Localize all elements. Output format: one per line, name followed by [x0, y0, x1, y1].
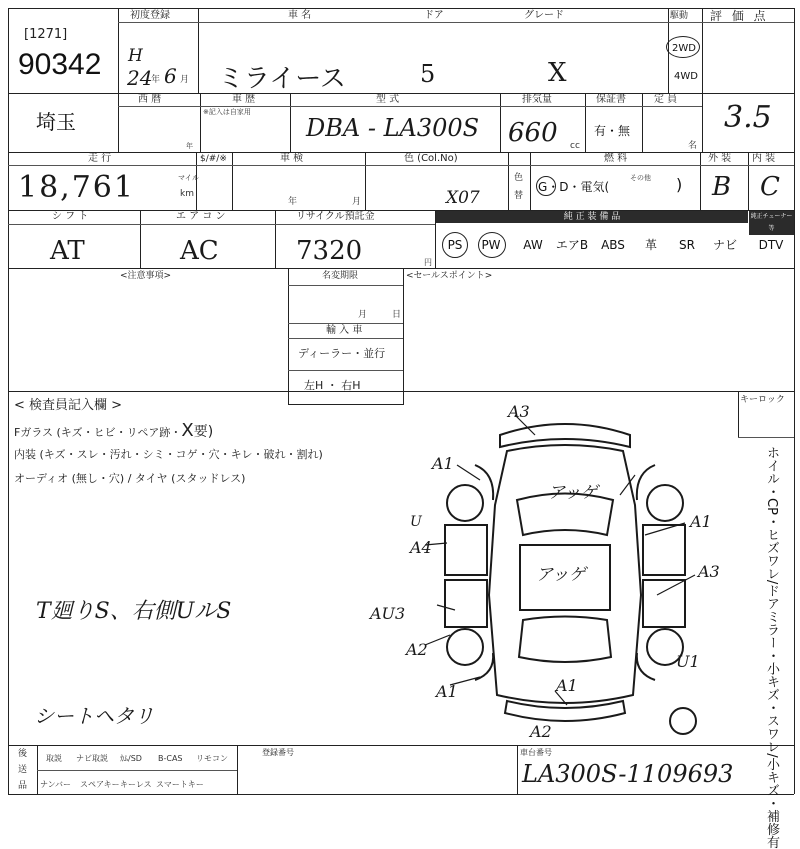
dmg-front-left: A1: [432, 454, 454, 473]
label-color-swap-2: 替: [514, 191, 524, 201]
inspector-line-1: [14, 420, 214, 441]
label-drive: 駆動: [670, 11, 689, 21]
bottom-plate: ナンバー: [40, 780, 72, 789]
label-history: 車 歴: [232, 94, 256, 105]
bottom-bcas: B-CAS: [158, 754, 183, 763]
fglass-mark: X: [181, 420, 194, 441]
door-rear-left: [445, 580, 487, 627]
equip-navi: ナビ: [712, 238, 737, 252]
circle-ps: [442, 232, 468, 258]
hw-remark-1: T廻りS、右側UルS: [36, 599, 232, 624]
hw-displacement: 660: [508, 118, 558, 148]
label-km: km: [180, 189, 194, 199]
bottom-keyless: キーレス: [120, 780, 152, 789]
equip-pw: PW: [481, 238, 501, 252]
label-notes: <注意事項>: [120, 271, 172, 281]
label-model: 型 式: [376, 94, 400, 105]
bottom-label-2: 送: [18, 765, 28, 775]
label-capacity: 定 員: [654, 94, 678, 105]
circle-fuel-gas: [536, 176, 556, 196]
fuel-options: G・D・電気(: [538, 180, 610, 194]
lot-number: 90342: [18, 48, 102, 81]
label-color: 色 (Col.No): [404, 153, 458, 164]
circle-2wd: [666, 36, 700, 58]
label-doors: ドア: [424, 10, 444, 21]
dmg-right-front-door: A1: [690, 512, 712, 531]
hw-year: 24: [127, 66, 153, 90]
inspector-line-3: オーディオ (無し・穴) / タイヤ (スタッドレス): [14, 472, 246, 485]
equip-leather: 革: [644, 238, 657, 252]
label-import-car: 輸 入 車: [326, 325, 363, 336]
inspector-line-2: 内装 (キズ・スレ・汚れ・シミ・コゲ・穴・キレ・破れ・割れ): [14, 448, 323, 461]
label-cc: cc: [570, 141, 580, 151]
bottom-manual: 取説: [46, 754, 62, 763]
dmg-rear-panel: A2: [530, 722, 552, 741]
dmg-front-bumper: A3: [508, 402, 530, 421]
label-other: その他: [630, 174, 651, 182]
fglass-suffix: 要): [193, 424, 214, 440]
option-4wd: 4WD: [674, 71, 698, 82]
label-equipment: 純 正 装 備 品: [436, 211, 748, 223]
hw-car-name: ミライース: [218, 64, 346, 94]
label-shift: シ フ ト: [52, 211, 89, 222]
fender-fl: [475, 465, 493, 500]
front-bumper: [500, 424, 630, 447]
label-interior: 内 装: [752, 153, 776, 164]
label-fuel: 燃 料: [604, 153, 628, 164]
label-nc-month: 月: [358, 310, 368, 320]
hw-remark-2: シートヘタリ: [34, 704, 154, 728]
wheel-fl: [447, 485, 483, 521]
hw-score: 3.5: [724, 100, 772, 135]
door-front-right: [643, 525, 685, 575]
door-front-left: [445, 525, 487, 575]
dmg-rear-right: U1: [676, 652, 700, 671]
dmg-left-mirror: U: [410, 514, 422, 530]
dmg-right-rear: A3: [698, 562, 720, 581]
label-aircon: エ ア コ ン: [176, 211, 226, 222]
hw-grade: X: [548, 58, 567, 88]
label-meter-swap: $/#/※: [200, 154, 227, 164]
label-keylock: キーロック: [740, 395, 785, 405]
hw-aircon: AC: [180, 236, 219, 266]
wheel-fr: [647, 485, 683, 521]
hw-recycle-fee: 7320: [296, 236, 363, 266]
prefecture: 埼玉: [36, 110, 76, 134]
label-exterior: 外 装: [708, 153, 732, 164]
equip-ps: PS: [447, 238, 463, 252]
label-ins-year: 年: [288, 197, 298, 207]
label-mile: マイル: [178, 174, 199, 182]
label-chassis-number: 車台番号: [520, 748, 552, 757]
label-yen: 円: [424, 258, 432, 267]
label-first-registration: 初度登録: [130, 10, 170, 21]
hw-airbag-1: アッゲ: [548, 483, 598, 503]
bottom-label-1: 後: [18, 749, 28, 759]
bottom-smart-key: スマートキー: [156, 780, 204, 789]
equip-aw: AW: [523, 238, 543, 252]
label-people: 名: [688, 141, 698, 151]
equip-abs: ABS: [601, 238, 625, 252]
hw-interior-grade: C: [760, 172, 780, 202]
label-name-change: 名変期限: [322, 271, 359, 281]
label-grade: グレード: [524, 10, 564, 21]
dmg-left-rear-door: AU3: [370, 604, 406, 623]
door-rear-right: [643, 580, 685, 627]
label-year-2: 年: [186, 142, 193, 150]
hw-exterior-grade: B: [712, 172, 732, 202]
bottom-sd: ｶﾑ/SD: [120, 754, 142, 763]
option-2wd: 2WD: [672, 43, 696, 54]
fuel-close: ): [676, 175, 683, 194]
label-steering: 左H ・ 右H: [304, 379, 361, 392]
label-displacement: 排気量: [522, 94, 552, 105]
side-note: ホイル・CP・ヒズワレ/ドアミラー・小キズ・スワレ/小キズ・補修有: [764, 446, 779, 849]
label-warranty: 保証書: [596, 94, 626, 105]
label-ins-month: 月: [352, 197, 362, 207]
label-western-year: 西 暦: [138, 94, 162, 105]
label-inspector: < 検査員記入欄 >: [14, 398, 123, 413]
label-inspection: 車 検: [280, 153, 304, 164]
hw-model: DBA - LA300S: [306, 114, 480, 142]
bottom-remote: リモコン: [196, 754, 228, 763]
label-month: 月: [180, 75, 190, 85]
rear-window: [519, 617, 611, 663]
dmg-left-front-door: A4: [410, 538, 432, 557]
label-car-name: 車 名: [288, 10, 312, 21]
bottom-spare-key: スペアキー: [80, 780, 120, 789]
label-reg-number: 登録番号: [262, 748, 294, 757]
label-color-swap-1: 色: [514, 173, 524, 183]
label-dealer: ディーラー・並行: [298, 347, 386, 360]
dmg-rear-bumper: A1: [556, 676, 578, 695]
hw-era: H: [128, 46, 143, 66]
lot-bracket: [1271]: [24, 27, 68, 42]
hw-month: 6: [164, 64, 177, 88]
dmg-rear-left: A1: [436, 682, 458, 701]
equip-sr: SR: [679, 238, 695, 252]
hw-shift: AT: [50, 236, 85, 266]
label-evaluation: 評 価 点: [710, 9, 769, 23]
label-mileage: 走 行: [88, 153, 112, 164]
equip-dtv: DTV: [758, 238, 784, 252]
dmg-left-sill: A2: [406, 640, 428, 659]
spare-tire: [670, 708, 696, 734]
warranty-yes-no: 有・無: [594, 124, 631, 138]
label-history-note: ※記入は自家用: [203, 108, 251, 116]
label-sales-point: <セールスポイント>: [406, 271, 493, 281]
hw-airbag-2: アッゲ: [536, 565, 586, 585]
hw-mileage: 18,761: [18, 170, 135, 205]
fglass-prefix: Fガラス (キズ・ヒビ・リペア跡・: [14, 426, 182, 439]
wheel-rl: [447, 629, 483, 665]
label-tuner: 純正チューナー等: [749, 211, 794, 235]
hw-chassis: LA300S-1109693: [522, 760, 734, 788]
circle-pw: [478, 232, 506, 258]
hw-color-no: X07: [446, 188, 480, 208]
bottom-label-3: 品: [18, 781, 28, 791]
label-nc-day: 日: [392, 310, 402, 320]
label-year: 年: [151, 75, 161, 85]
hw-doors: 5: [420, 60, 436, 88]
label-recycle: リサイクル預託金: [296, 211, 375, 222]
equip-airbag: エアB: [555, 238, 589, 252]
bottom-navi-manual: ナビ取説: [76, 754, 108, 763]
